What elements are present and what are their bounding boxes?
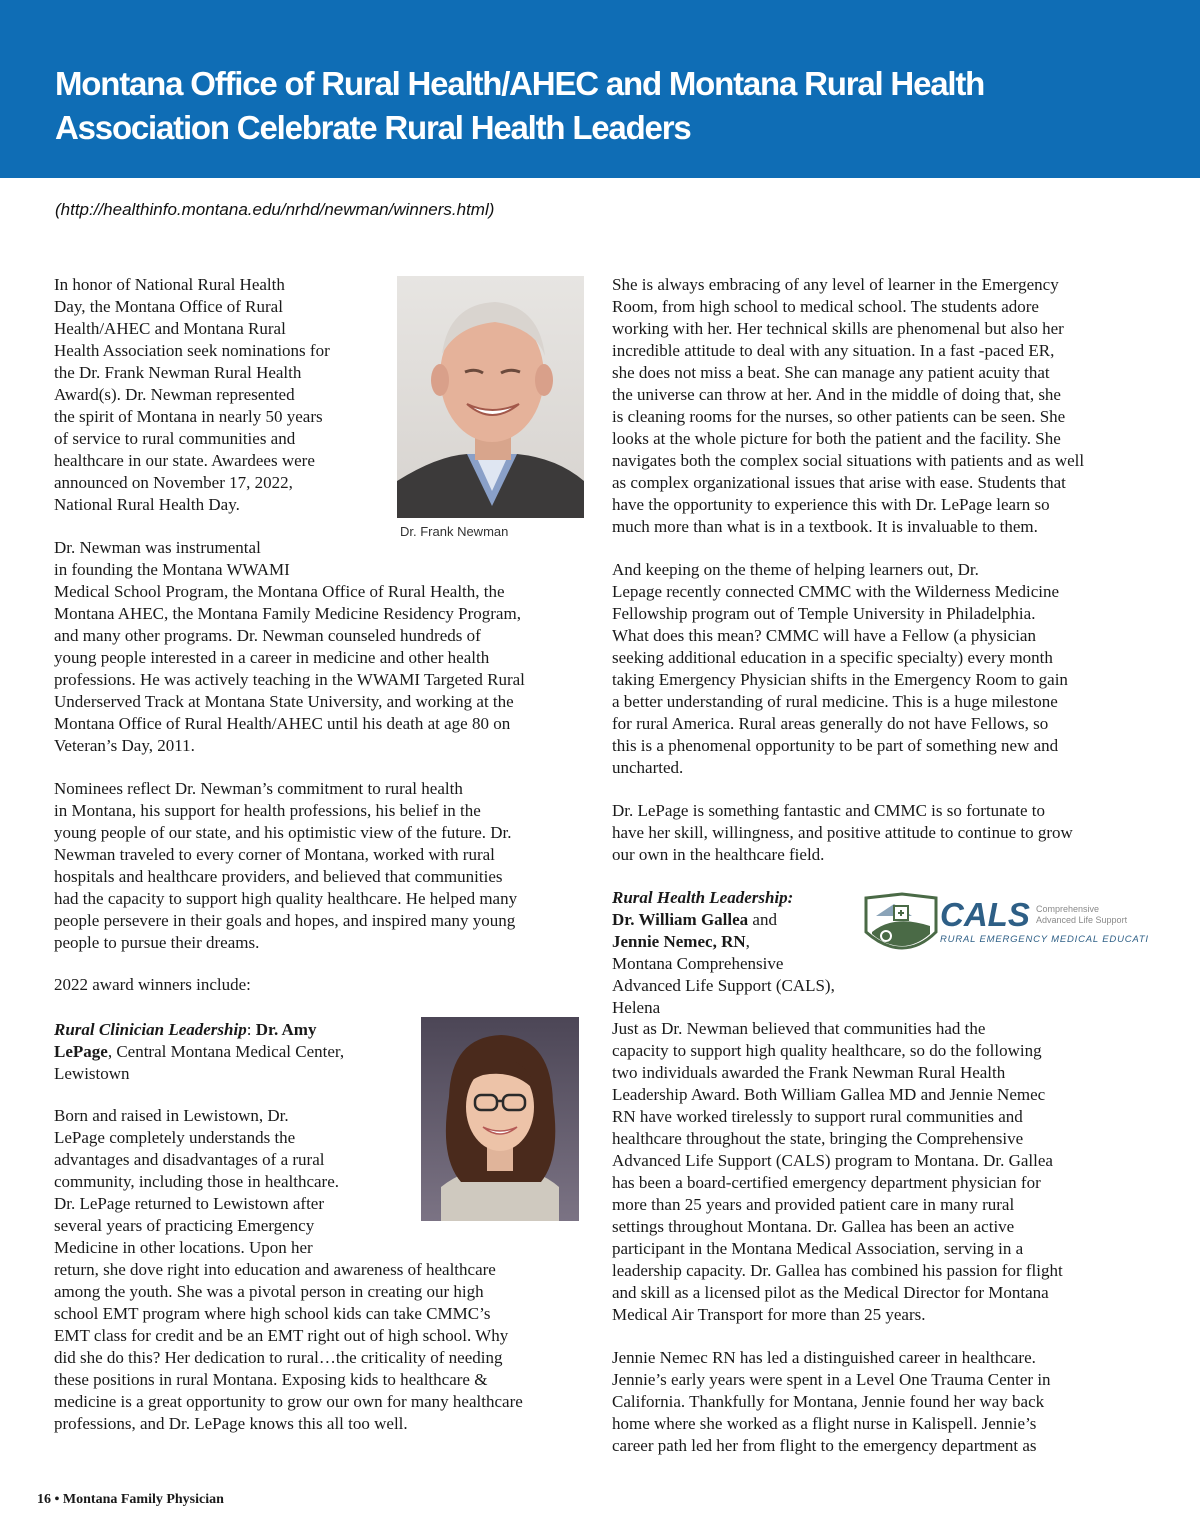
right-paragraph-5: Jennie Nemec RN has led a distinguished career in healthcare. Jennie’s early years were spent in a Level One Trauma Center in California. Thankfully for Montana, Jennie found her way back home where she worked as a flight nurse in Kalispell. Jennie’s career path led her from flight to the emergency department as: [612, 1348, 1051, 1455]
left-paragraph-3: Nominees reflect Dr. Newman’s commitment to rural health in Montana, his support for health professions, his belief in the young people of our state, and his optimistic view of the future. Dr. Newman traveled to every corner of Montana, worked with rural hospitals and healthcare providers, and believed that communities had the capacity to support high quality healthcare. He helped many people persevere in their goals and hopes, and inspired many young people to pursue their dreams.: [54, 779, 518, 952]
cals-emblem: [864, 892, 1149, 950]
right-paragraph-2: And keeping on the theme of helping learners out, Dr. Lepage recently connected CMMC with the Wilderness Medicine Fellowship program out of Temple University in Philadelphia. What does this mean? CMMC will have a Fellow (a physician seeking additional education in a specific specialty) every month taking Emergency Physician shifts in the Emergency Room to gain a better understanding of rural medicine. This is a huge milestone for rural America. Rural areas generally do not have Fellows, so this is a phenomenal opportunity to be part of something new and uncharted.: [612, 560, 1068, 777]
left-paragraph-1: In honor of National Rural Health Day, the Montana Office of Rural Health/AHEC and Montana Rural Health Association seek nominations for the Dr. Frank Newman Rural Health Award(s). Dr. Newman represented the spirit of Montana in nearly 50 years of service to rural communities and healthcare in our state. Awardees were announced on November 17, 2022, National Rural Health Day.: [54, 275, 330, 514]
award-recipient-rn: , RN: [712, 932, 746, 951]
award-and: and: [748, 910, 777, 929]
right-paragraph-3: Dr. LePage is something fantastic and CMMC is so fortunate to have her skill, willingness, and positive attitude to continue to grow our own in the healthcare field.: [612, 801, 1073, 864]
award-separator: :: [246, 1020, 256, 1039]
page-footer: [37, 1492, 224, 1508]
left-paragraph-5: Born and raised in Lewistown, Dr. LePage completely understands the advantages and disadvantages of a rural community, including those in healthcare. Dr. LePage returned to Lewistown after several years of practicing Emergency Medicine in other locations. Upon her return, she dove right into education and awareness of healthcare among the youth. She was a pivotal person in creating our high school EMT program where high school kids can take CMMC’s EMT class for credit and be an EMT right out of high school. Why did she do this? Her dedication to rural…the criticality of needing these positions in rural Montana. Exposing kids to healthcare & medicine is a great opportunity to grow our own for many healthcare professions, and Dr. LePage knows this all too well.: [54, 1106, 523, 1433]
leadership-award-heading: [612, 887, 872, 1019]
right-paragraph-4: Just as Dr. Newman believed that communities had the capacity to support high quality healthcare, so do the following two individuals awarded the Frank Newman Rural Health Leadership Award. Both William Gallea MD and Jennie Nemec RN have worked tirelessly to support rural communities and healthcare throughout the state, bringing the Comprehensive Advanced Life Support (CALS) program to Montana. Dr. Gallea has been a board-certified emergency department physician for more than 25 years and provided patient care in many rural settings throughout Montana. Dr. Gallea has been an active participant in the Montana Medical Association, serving in a leadership capacity. Dr. Gallea has combined his passion for flight and skill as a licensed pilot as the Medical Director for Montana Medical Air Transport for more than 25 years.: [612, 1019, 1063, 1324]
clinician-award-heading: [54, 1019, 404, 1085]
page-number: 16: [37, 1492, 51, 1507]
award-organization: , Central Montana Medical Center, Lewistown: [54, 1042, 345, 1083]
cals-wordmark: CALS: [940, 896, 1030, 933]
photo-caption: Dr. Frank Newman: [400, 524, 509, 539]
title-line-1: Montana Office of Rural Health/AHEC and Montana Rural Health: [55, 65, 985, 102]
publication-name: Montana Family Physician: [62, 1492, 224, 1507]
title-line-2: Association Celebrate Rural Health Leaders: [55, 109, 691, 146]
award-organization-2: Montana Comprehensive Advanced Life Support (CALS), Helena: [612, 954, 835, 1017]
page-title: [55, 62, 1155, 150]
footer-bullet: •: [54, 1492, 60, 1507]
frank-newman-photo: [397, 276, 584, 518]
cals-logo: [864, 892, 1149, 950]
award-recipient-nemec: Jennie Nemec: [612, 932, 713, 951]
cals-sub-1: Comprehensive: [1036, 904, 1100, 914]
left-paragraph-4: 2022 award winners include:: [54, 975, 251, 994]
award-category: Rural Clinician Leadership: [54, 1020, 247, 1039]
cals-tagline: RURAL EMERGENCY MEDICAL EDUCATION: [940, 934, 1149, 945]
award-category-2: Rural Health Leadership:: [612, 888, 794, 907]
left-paragraph-2: Dr. Newman was instrumental in founding the Montana WWAMI Medical School Program, the Montana Office of Rural Health, the Montana AHEC, the Montana Family Medicine Residency Program, and many other programs. Dr. Newman counseled hundreds of young people interested in a career in medicine and other health professions. He was actively teaching in the WWAMI Targeted Rural Underserved Track at Montana State University, and working at the Montana Office of Rural Health/AHEC until his death at age 80 on Veteran’s Day, 2011.: [54, 538, 525, 755]
portrait-image: [397, 276, 584, 518]
award-recipient-gallea: Dr. William Gallea: [612, 910, 749, 929]
right-paragraph-1: She is always embracing of any level of learner in the Emergency Room, from high school to medical school. The students adore working with her. Her technical skills are phenomenal but also her incredible attitude to deal with any situation. In a fast -paced ER, she does not miss a beat. She can manage any patient acuity that the universe can throw at her. And in the middle of doing that, she is cleaning rooms for the nurses, so other patients can be seen. She looks at the whole picture for both the patient and the facility. She navigates both the complex social situations with patients and as well as complex organizational issues that arise with ease. Students that have the opportunity to experience this with Dr. LePage learn so much more than what is in a textbook. It is invaluable to them.: [612, 275, 1085, 536]
award-recipient: Dr. Amy LePage: [54, 1020, 317, 1061]
cals-sub-2: Advanced Life Support: [1036, 915, 1128, 925]
header-banner: [0, 0, 1200, 178]
source-url[interactable]: (http://healthinfo.montana.edu/nrhd/newman/winners.html): [55, 200, 495, 219]
award-comma: ,: [745, 932, 750, 951]
